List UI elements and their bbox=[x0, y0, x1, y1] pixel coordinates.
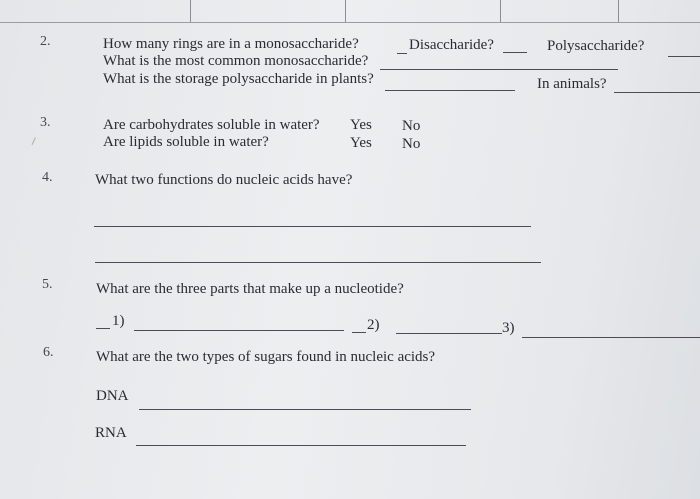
functions-answer-blank-1[interactable] bbox=[94, 226, 531, 227]
part3-label: 3) bbox=[502, 320, 515, 336]
carbohydrates-no-option[interactable]: No bbox=[402, 118, 421, 134]
question-3-number: 3. bbox=[40, 115, 51, 130]
part2-lead-blank bbox=[352, 332, 366, 333]
part3-answer-blank[interactable] bbox=[522, 337, 700, 338]
table-border bbox=[190, 0, 191, 22]
lipids-question: Are lipids soluble in water? bbox=[103, 134, 269, 150]
part2-answer-blank[interactable] bbox=[396, 333, 502, 334]
part1-answer-blank[interactable] bbox=[134, 330, 344, 331]
nucleic-acid-functions-question: What two functions do nucleic acids have? bbox=[95, 172, 353, 188]
polysaccharide-label: Polysaccharide? bbox=[547, 38, 645, 54]
animals-label: In animals? bbox=[537, 76, 607, 92]
lipids-no-option[interactable]: No bbox=[402, 136, 421, 152]
nucleic-acid-sugars-question: What are the two types of sugars found in nucleic acids? bbox=[96, 349, 436, 365]
table-bottom-border bbox=[0, 22, 700, 23]
part1-lead-blank bbox=[96, 328, 110, 329]
carbohydrates-question: Are carbohydrates soluble in water? bbox=[103, 117, 320, 133]
disaccharide-answer-blank[interactable] bbox=[503, 52, 527, 53]
nucleotide-parts-question: What are the three parts that make up a nucleotide? bbox=[96, 281, 404, 297]
common-monosaccharide-answer-blank[interactable] bbox=[380, 69, 618, 70]
rings-answer-blank[interactable] bbox=[397, 53, 407, 54]
question-6-number: 6. bbox=[43, 345, 54, 360]
disaccharide-label: Disaccharide? bbox=[409, 37, 494, 53]
carbohydrates-yes-option[interactable]: Yes bbox=[350, 117, 372, 133]
table-border bbox=[618, 0, 619, 22]
lipids-yes-option[interactable]: Yes bbox=[350, 135, 372, 151]
dna-sugar-answer-blank[interactable] bbox=[139, 409, 471, 410]
table-border bbox=[500, 0, 501, 22]
animals-answer-blank[interactable] bbox=[614, 92, 700, 93]
storage-plants-question: What is the storage polysaccharide in plants? bbox=[103, 71, 374, 87]
pencil-mark bbox=[32, 137, 40, 146]
table-border bbox=[345, 0, 346, 22]
polysaccharide-answer-blank[interactable] bbox=[668, 56, 700, 57]
rna-sugar-answer-blank[interactable] bbox=[136, 445, 466, 446]
storage-plants-answer-blank[interactable] bbox=[385, 90, 515, 91]
common-monosaccharide-question: What is the most common monosaccharide? bbox=[103, 53, 369, 69]
functions-answer-blank-2[interactable] bbox=[95, 262, 541, 263]
question-2-number: 2. bbox=[40, 34, 51, 49]
part2-label: 2) bbox=[367, 317, 380, 333]
rna-label: RNA bbox=[95, 425, 127, 441]
rings-question: How many rings are in a monosaccharide? bbox=[103, 36, 359, 52]
dna-label: DNA bbox=[96, 388, 129, 404]
question-5-number: 5. bbox=[42, 277, 53, 292]
part1-label: 1) bbox=[112, 313, 125, 329]
question-4-number: 4. bbox=[42, 170, 53, 185]
